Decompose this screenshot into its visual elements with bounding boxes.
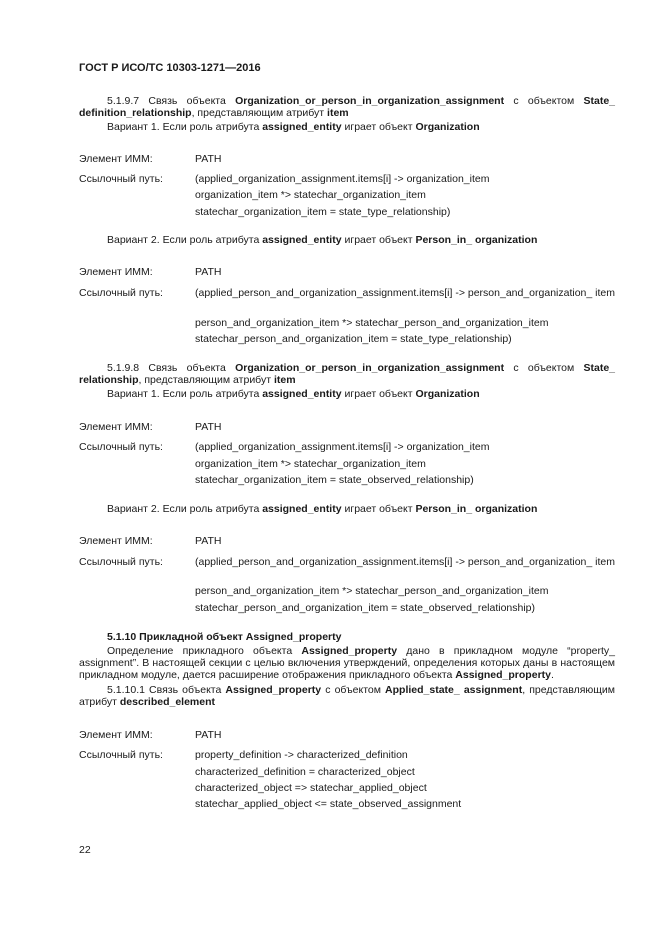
ref-path-line: statechar_organization_item = state_observed_relationship) [195,474,474,486]
ref-path-label: Ссылочный путь: [79,749,163,761]
ref-path-line: (applied_organization_assignment.items[i] -> organization_item [195,441,490,453]
imm-label: Элемент ИММ: [79,535,153,547]
imm-label: Элемент ИММ: [79,153,153,165]
variant-1-line: Вариант 1. Если роль атрибута assigned_entity играет объект Organization [107,121,480,133]
imm-label: Элемент ИММ: [79,729,153,741]
clause-number: 5.1.10.1 [107,684,145,696]
variant-2-line: Вариант 2. Если роль атрибута assigned_entity играет объект Person_in_ organization [107,234,538,246]
page-header: ГОСТ Р ИСО/ТС 10303-1271—2016 [79,62,261,74]
clause-number: 5.1.9.7 [107,95,140,107]
ref-path-line: statechar_applied_object <= state_observed_assignment [195,798,462,810]
ref-path-line: characterized_definition = characterized_object [195,766,415,778]
imm-value: PATH [195,729,222,741]
entity-name: Organization_or_person_in_organization_assignment [235,362,505,374]
entity-name: Organization_or_person_in_organization_assignment [235,95,505,107]
variant-2-line: Вариант 2. Если роль атрибута assigned_entity играет объект Person_in_ organization [107,503,538,515]
target-entity: State_ relationship [79,362,616,386]
attribute-name: item [273,374,296,386]
ref-path-line: (applied_person_and_organization_assignment.items[i] -> person_and_organization_ item [195,556,615,568]
ref-path-line: (applied_organization_assignment.items[i] -> organization_item [195,173,490,185]
ref-path-label: Ссылочный путь: [79,556,163,568]
ref-path-label: Ссылочный путь: [79,173,163,185]
page-number: 22 [79,844,91,856]
variant-1-line: Вариант 1. Если роль атрибута assigned_entity играет объект Organization [107,388,480,400]
attribute-name: item [327,107,349,119]
ref-path-label: Ссылочный путь: [79,287,163,299]
section-5-1-10-1-heading: 5.1.10.1 Связь объекта Assigned_property с объектом Applied_state_ assignment, представляющим атрибут described_element [79,684,615,708]
imm-value: PATH [195,421,222,433]
clause-number: 5.1.9.8 [107,362,140,374]
imm-value: PATH [195,266,222,278]
ref-path-line: statechar_person_and_organization_item = state_type_relationship) [195,333,512,345]
ref-path-line: organization_item *> statechar_organization_item [195,189,426,201]
ref-path-line: (applied_person_and_organization_assignment.items[i] -> person_and_organization_ item [195,287,615,299]
imm-label: Элемент ИММ: [79,266,153,278]
imm-value: PATH [195,535,222,547]
section-5-1-9-8-heading: 5.1.9.8 Связь объекта Organization_or_person_in_organization_assignment с объектом State_ relationship, представляющим атрибут item [79,362,616,386]
imm-label: Элемент ИММ: [79,421,153,433]
imm-value: PATH [195,153,222,165]
section-5-1-10-heading: 5.1.10 Прикладной объект Assigned_property [107,631,342,643]
section-5-1-9-7-heading: 5.1.9.7 Связь объекта Organization_or_person_in_organization_assignment с объектом State_ definition_relationship, представляющим атрибут item [79,95,616,119]
ref-path-line: statechar_person_and_organization_item = state_observed_relationship) [195,602,536,614]
section-5-1-10-paragraph: Определение прикладного объекта Assigned_property дано в прикладном модуле “property_ assignment”. В настоящей секции с целью включения утверждений, определения которых даны в настоящем прикладном модуле, дается расширение отображения прикладного объекта Assigned_property. [79,645,615,681]
ref-path-line: person_and_organization_item *> statechar_person_and_organization_item [195,585,549,597]
ref-path-line: statechar_organization_item = state_type_relationship) [195,206,451,218]
ref-path-line: person_and_organization_item *> statechar_person_and_organization_item [195,317,549,329]
target-entity: State_ definition_relationship [79,95,616,119]
ref-path-line: characterized_object => statechar_applied_object [195,782,427,794]
ref-path-line: organization_item *> statechar_organization_item [195,458,426,470]
ref-path-line: property_definition -> characterized_definition [195,749,408,761]
ref-path-label: Ссылочный путь: [79,441,163,453]
